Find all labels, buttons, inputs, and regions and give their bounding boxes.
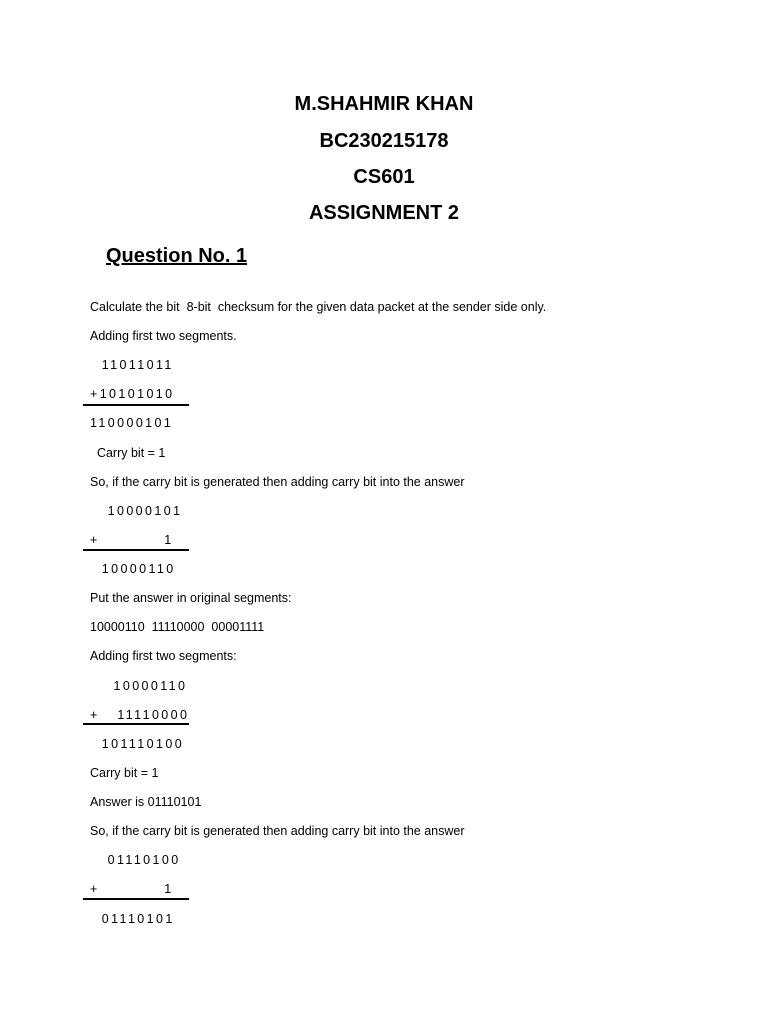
question-statement: Calculate the bit 8-bit checksum for the given data packet at the sender side only. <box>90 300 547 314</box>
step-text: Adding first two segments. <box>90 329 237 343</box>
carry-bit-text: Carry bit = 1 <box>90 766 159 780</box>
binary-result: 101110100 <box>90 737 185 751</box>
answer-text: Answer is 01110101 <box>90 795 202 809</box>
binary-result: 110000101 <box>90 416 174 430</box>
sum-rule <box>83 723 189 725</box>
sum-rule <box>83 404 189 406</box>
binary-operand: 10000110 <box>90 679 188 693</box>
carry-bit-text: Carry bit = 1 <box>90 446 166 460</box>
segments-text: 10000110 11110000 00001111 <box>90 620 265 634</box>
student-id: BC230215178 <box>319 130 449 152</box>
step-text: Put the answer in original segments: <box>90 591 292 605</box>
binary-result: 01110101 <box>90 912 175 926</box>
assignment-title: ASSIGNMENT 2 <box>308 202 460 224</box>
step-text: So, if the carry bit is generated then adding carry bit into the answer <box>90 824 465 838</box>
binary-operand: 01110100 <box>90 853 181 867</box>
question-title: Question No. 1 <box>106 245 248 267</box>
course-code: CS601 <box>353 166 415 188</box>
step-text: So, if the carry bit is generated then adding carry bit into the answer <box>90 475 465 489</box>
binary-operand: + 1 <box>90 882 174 896</box>
sum-rule <box>83 898 189 900</box>
sum-rule <box>83 549 189 551</box>
binary-operand: + 1 <box>90 533 174 547</box>
step-text: Adding first two segments: <box>90 649 237 663</box>
author-name: M.SHAHMIR KHAN <box>294 93 474 115</box>
binary-operand: + 11110000 <box>90 708 190 722</box>
binary-operand: 11011011 <box>90 358 174 372</box>
binary-operand: +10101010 <box>90 387 175 401</box>
binary-operand: 10000101 <box>90 504 183 518</box>
binary-result: 10000110 <box>90 562 176 576</box>
